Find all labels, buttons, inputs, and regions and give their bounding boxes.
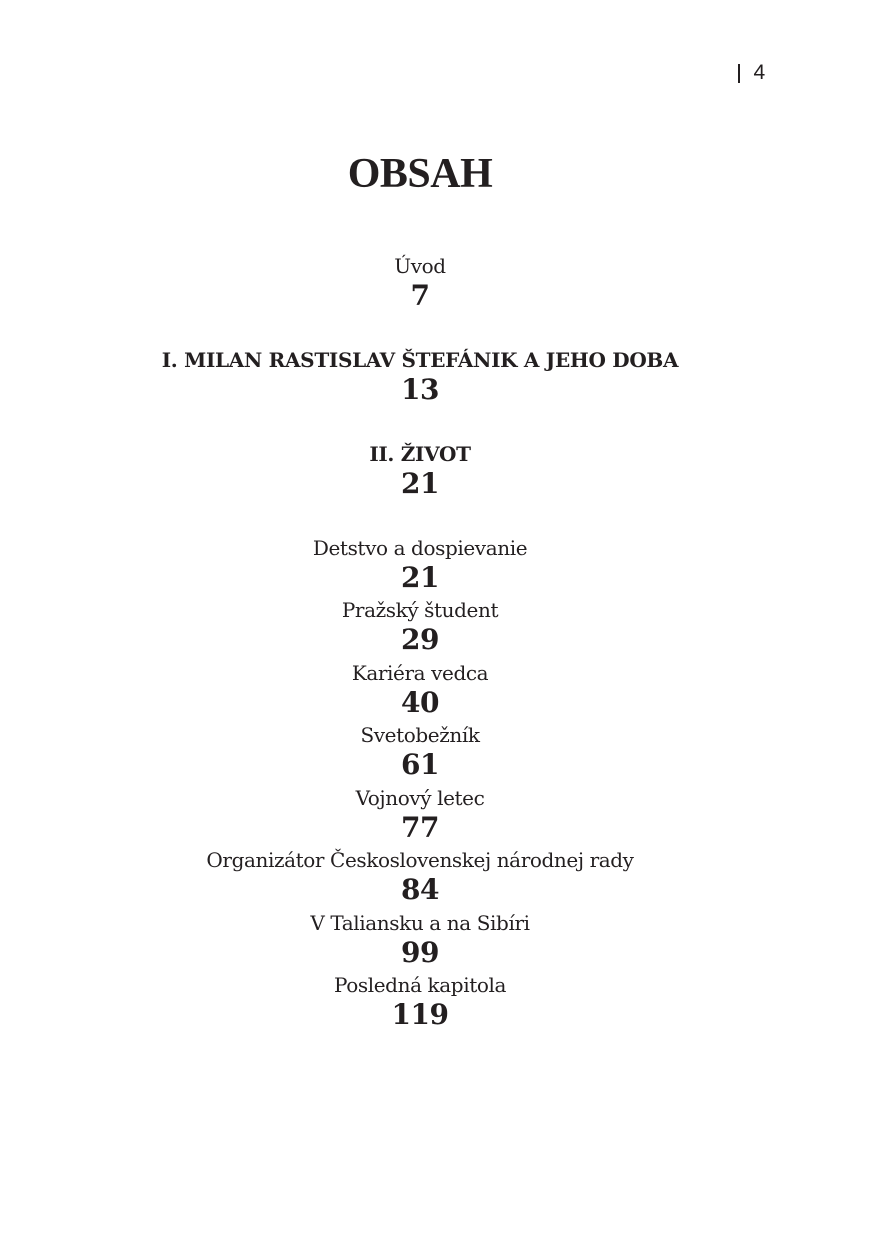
page-number-value: 4 bbox=[753, 61, 766, 84]
toc-entry-part-1 bbox=[0, 347, 840, 407]
toc-entry-label: Úvod bbox=[394, 254, 446, 278]
toc-entry-page: 7 bbox=[410, 279, 430, 312]
toc-entry-part-2 bbox=[0, 441, 840, 501]
toc-entry-page: 119 bbox=[391, 998, 449, 1031]
toc-entry-chapter bbox=[0, 535, 840, 595]
toc-entry-label: Pražský študent bbox=[341, 598, 499, 622]
toc-entry-page: 13 bbox=[401, 373, 439, 406]
toc-entry-label: Kariéra vedca bbox=[351, 661, 489, 685]
toc-entry-label: Posledná kapitola bbox=[334, 973, 506, 997]
toc-entry-uvod bbox=[0, 253, 840, 313]
page-number bbox=[738, 61, 765, 85]
toc-entry-page: 29 bbox=[401, 623, 439, 656]
toc-entry-label: I. MILAN RASTISLAV ŠTEFÁNIK A JEHO DOBA bbox=[161, 348, 679, 372]
toc-entry-chapter bbox=[0, 660, 840, 720]
toc-entry-page: 77 bbox=[401, 811, 439, 844]
page-title: OBSAH bbox=[347, 151, 493, 197]
toc-entry-label: V Taliansku a na Sibíri bbox=[310, 911, 530, 935]
toc-entry-chapter bbox=[0, 597, 840, 657]
toc-entry-page: 40 bbox=[401, 686, 439, 719]
toc-entry-label: Detstvo a dospievanie bbox=[312, 536, 528, 560]
toc-entry-chapter bbox=[0, 847, 840, 907]
toc-entry-page: 99 bbox=[401, 936, 439, 969]
toc-entry-chapter bbox=[0, 722, 840, 782]
page-number-separator bbox=[738, 64, 740, 83]
toc-entry-chapter bbox=[0, 910, 840, 970]
toc-entry-page: 61 bbox=[401, 748, 439, 781]
toc-entry-chapter bbox=[0, 785, 840, 845]
toc-entry-label: Vojnový letec bbox=[355, 786, 485, 810]
toc-entry-page: 84 bbox=[401, 873, 439, 906]
toc-entry-page: 21 bbox=[401, 561, 439, 594]
toc-entry-label: Organizátor Československej národnej rady bbox=[206, 848, 634, 872]
toc-entry-page: 21 bbox=[401, 467, 439, 500]
toc-entry-label: II. ŽIVOT bbox=[369, 442, 471, 466]
toc-entry-chapter bbox=[0, 972, 840, 1032]
toc-entry-label: Svetobežník bbox=[360, 723, 480, 747]
